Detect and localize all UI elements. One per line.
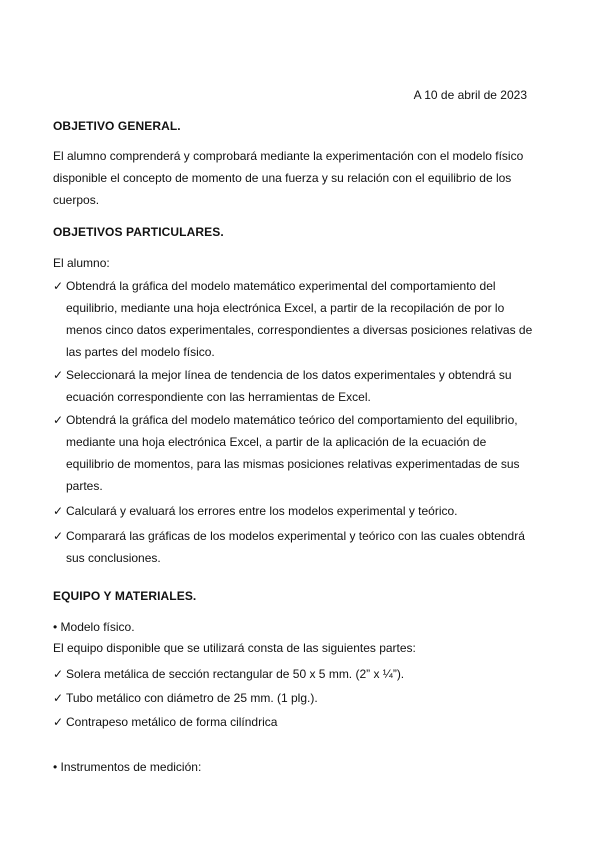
equipment-item (53, 711, 533, 733)
equipment-item (53, 687, 533, 709)
checkmark-icon: ✓ (53, 667, 64, 681)
bullet-instrumentos: • Instrumentos de medición: (53, 760, 202, 774)
checkmark-icon: ✓ (53, 715, 64, 729)
objetivos-particulares-heading: OBJETIVOS PARTICULARES. (53, 225, 224, 239)
checkmark-icon: ✓ (53, 368, 64, 382)
objetivo-general-text: El alumno comprenderá y comprobará mediante la experimentación con el modelo físico disponible el concepto de momento de una fuerza y su relación con el equilibrio de los cuerpos. (53, 149, 524, 207)
objective-item-text: Obtendrá la gráfica del modelo matemático experimental del comportamiento del equilibrio, mediante una hoja electrónica Excel, a partir de la recopilación de por lo menos cinco datos experimentales, correspondientes a diversas posiciones relativas de las partes del modelo físico. (66, 279, 533, 359)
equipment-item-text: Solera metálica de sección rectangular de 50 x 5 mm. (2” x ¼”). (66, 667, 405, 681)
equipo-heading: EQUIPO Y MATERIALES. (53, 589, 197, 603)
bullet-modelo-fisico: • Modelo físico. (53, 620, 135, 634)
objective-item-text: Seleccionará la mejor línea de tendencia de los datos experimentales y obtendrá su ecuación correspondiente con las herramientas de Excel. (66, 368, 512, 404)
objective-item (53, 364, 533, 408)
checkmark-icon: ✓ (53, 529, 64, 543)
objetivos-particulares-intro: El alumno: (53, 256, 110, 270)
checkmark-icon: ✓ (53, 504, 64, 518)
checkmark-icon: ✓ (53, 691, 64, 705)
equipment-item-text: Contrapeso metálico de forma cilíndrica (66, 715, 278, 729)
objective-item (53, 409, 533, 497)
equipment-item-text: Tubo metálico con diámetro de 25 mm. (1 plg.). (66, 691, 318, 705)
equipo-intro: El equipo disponible que se utilizará consta de las siguientes partes: (53, 641, 416, 655)
objective-item-text: Comparará las gráficas de los modelos experimental y teórico con las cuales obtendrá sus conclusiones. (66, 529, 525, 565)
equipment-item (53, 663, 533, 685)
objective-item-text: Obtendrá la gráfica del modelo matemático teórico del comportamiento del equilibrio, mediante una hoja electrónica Excel, a partir de la aplicación de la ecuación de equilibrio de momentos, para las mismas posiciones relativas experimentadas de sus partes. (66, 413, 520, 493)
objective-item (53, 500, 533, 522)
objective-item (53, 525, 533, 569)
objective-item-text: Calculará y evaluará los errores entre los modelos experimental y teórico. (66, 504, 458, 518)
checkmark-icon: ✓ (53, 413, 64, 427)
document-date: A 10 de abril de 2023 (413, 88, 527, 102)
objective-item (53, 275, 533, 363)
checkmark-icon: ✓ (53, 279, 64, 293)
objetivo-general-heading: OBJETIVO GENERAL. (53, 119, 181, 133)
